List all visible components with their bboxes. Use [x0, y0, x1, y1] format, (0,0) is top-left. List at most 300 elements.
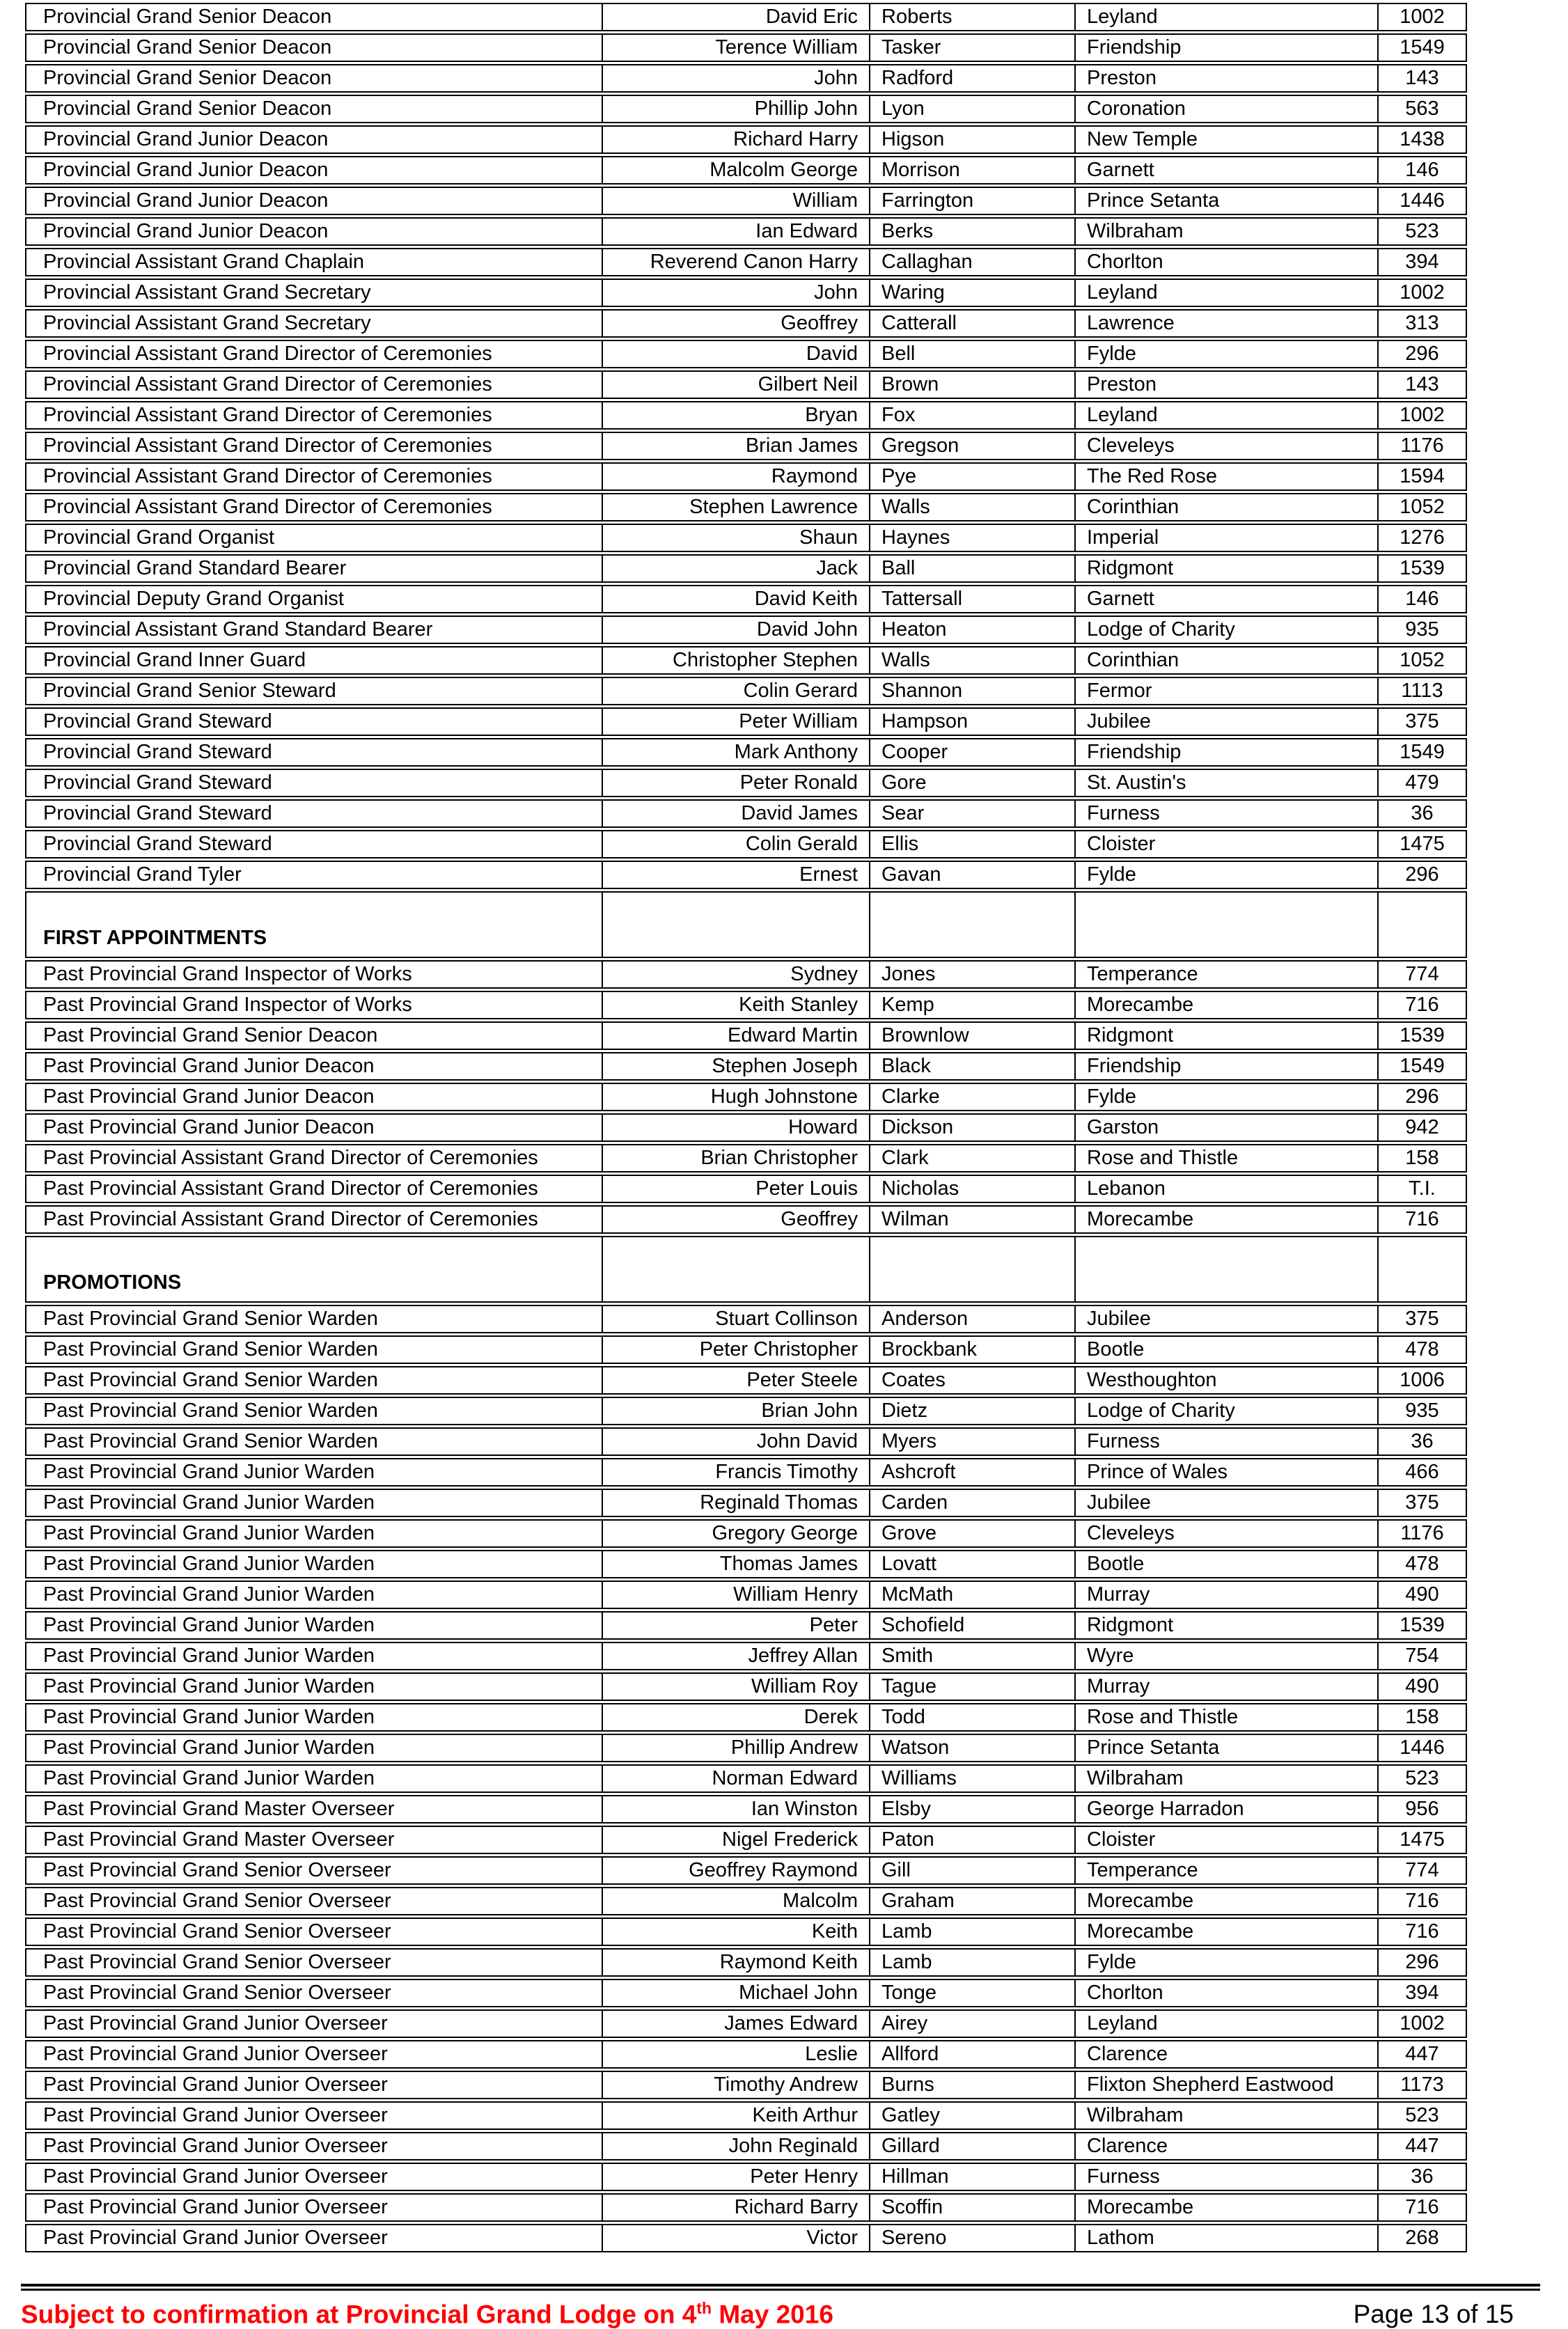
- appointments-table: [25, 1, 1467, 2254]
- office-cell: Past Provincial Grand Junior Overseer: [25, 2009, 603, 2038]
- lodge-cell: Lathom: [1076, 2224, 1379, 2252]
- table-row: [25, 2101, 1467, 2130]
- lodge-number-cell: 1002: [1379, 2009, 1467, 2038]
- surname-cell: Radford: [870, 64, 1076, 93]
- first-names-cell: Sydney: [603, 960, 870, 989]
- table-row: [25, 1458, 1467, 1487]
- lodge-cell: Friendship: [1076, 33, 1379, 62]
- lodge-cell: Furness: [1076, 2163, 1379, 2191]
- surname-cell: Allford: [870, 2040, 1076, 2069]
- lodge-number-cell: 1539: [1379, 1021, 1467, 1050]
- lodge-number-cell: 146: [1379, 156, 1467, 185]
- surname-cell: Tattersall: [870, 585, 1076, 613]
- lodge-cell: Westhoughton: [1076, 1366, 1379, 1395]
- first-names-cell: Shaun: [603, 524, 870, 552]
- lodge-number-cell: 716: [1379, 1918, 1467, 1946]
- office-cell: Past Provincial Grand Junior Warden: [25, 1519, 603, 1548]
- lodge-number-cell: 935: [1379, 615, 1467, 644]
- lodge-cell: Garston: [1076, 1113, 1379, 1142]
- table-row: [25, 1083, 1467, 1111]
- lodge-cell: Coronation: [1076, 95, 1379, 123]
- surname-cell: Walls: [870, 493, 1076, 522]
- surname-cell: Fox: [870, 401, 1076, 430]
- lodge-cell: Morecambe: [1076, 1918, 1379, 1946]
- surname-cell: Watson: [870, 1734, 1076, 1762]
- lodge-number-cell: 146: [1379, 585, 1467, 613]
- table-row: [25, 1519, 1467, 1548]
- office-cell: Past Provincial Grand Senior Overseer: [25, 1887, 603, 1915]
- surname-cell: Scoffin: [870, 2193, 1076, 2222]
- surname-cell: Heaton: [870, 615, 1076, 644]
- surname-cell: Gavan: [870, 861, 1076, 889]
- table-row: [25, 217, 1467, 246]
- lodge-number-cell: 1549: [1379, 738, 1467, 767]
- lodge-number-cell: 1052: [1379, 493, 1467, 522]
- first-names-cell: Peter Ronald: [603, 769, 870, 797]
- office-cell: Provincial Grand Inner Guard: [25, 646, 603, 675]
- lodge-number-cell: 523: [1379, 1764, 1467, 1793]
- first-names-cell: Francis Timothy: [603, 1458, 870, 1487]
- table-row: [25, 646, 1467, 675]
- office-cell: Provincial Grand Junior Deacon: [25, 156, 603, 185]
- office-cell: Past Provincial Grand Junior Overseer: [25, 2163, 603, 2191]
- lodge-number-cell: 447: [1379, 2040, 1467, 2069]
- lodge-number-cell: 1539: [1379, 1611, 1467, 1640]
- surname-cell: Schofield: [870, 1611, 1076, 1640]
- surname-cell: Haynes: [870, 524, 1076, 552]
- office-cell: Past Provincial Grand Junior Overseer: [25, 2071, 603, 2099]
- lodge-cell: Fermor: [1076, 677, 1379, 705]
- lodge-cell: Ridgmont: [1076, 554, 1379, 583]
- lodge-cell: Temperance: [1076, 1856, 1379, 1885]
- surname-cell: Gill: [870, 1856, 1076, 1885]
- lodge-cell: Jubilee: [1076, 707, 1379, 736]
- office-cell: Past Provincial Grand Junior Warden: [25, 1581, 603, 1609]
- surname-cell: Farrington: [870, 187, 1076, 215]
- surname-cell: Coates: [870, 1366, 1076, 1395]
- lodge-number-cell: 375: [1379, 1305, 1467, 1333]
- section-header-row: [25, 1236, 1467, 1303]
- lodge-cell: Prince Setanta: [1076, 187, 1379, 215]
- surname-cell: Waring: [870, 279, 1076, 307]
- lodge-cell: Cloister: [1076, 1826, 1379, 1854]
- lodge-number-cell: 1113: [1379, 677, 1467, 705]
- lodge-cell: Ridgmont: [1076, 1611, 1379, 1640]
- office-cell: Provincial Assistant Grand Director of Ceremonies: [25, 462, 603, 491]
- surname-cell: Tague: [870, 1672, 1076, 1701]
- lodge-number-cell: 1549: [1379, 33, 1467, 62]
- office-cell: Provincial Assistant Grand Director of Ceremonies: [25, 370, 603, 399]
- lodge-number-cell: 296: [1379, 1948, 1467, 1977]
- first-names-cell: Geoffrey: [603, 309, 870, 338]
- lodge-number-cell: T.I.: [1379, 1175, 1467, 1203]
- surname-cell: Berks: [870, 217, 1076, 246]
- lodge-cell: Lodge of Charity: [1076, 615, 1379, 644]
- office-cell: Past Provincial Grand Senior Warden: [25, 1427, 603, 1456]
- lodge-number-cell: 478: [1379, 1335, 1467, 1364]
- lodge-number-cell: 296: [1379, 340, 1467, 368]
- office-cell: Provincial Assistant Grand Director of Ceremonies: [25, 493, 603, 522]
- office-cell: Past Provincial Grand Junior Warden: [25, 1703, 603, 1732]
- lodge-cell: Clarence: [1076, 2040, 1379, 2069]
- lodge-cell: Cleveleys: [1076, 432, 1379, 460]
- surname-cell: Clark: [870, 1144, 1076, 1173]
- table-row: [25, 1489, 1467, 1517]
- lodge-number-cell: 394: [1379, 1979, 1467, 2007]
- first-names-cell: David James: [603, 799, 870, 828]
- table-row: [25, 2193, 1467, 2222]
- lodge-cell: Preston: [1076, 370, 1379, 399]
- lodge-number-cell: 478: [1379, 1550, 1467, 1578]
- surname-cell: Gregson: [870, 432, 1076, 460]
- surname-cell: Lamb: [870, 1918, 1076, 1946]
- table-row: [25, 1581, 1467, 1609]
- surname-cell: Jones: [870, 960, 1076, 989]
- lodge-number-cell: 1549: [1379, 1052, 1467, 1081]
- first-names-cell: Peter Henry: [603, 2163, 870, 2191]
- office-cell: Past Provincial Grand Senior Warden: [25, 1305, 603, 1333]
- lodge-cell: New Temple: [1076, 125, 1379, 154]
- office-cell: Provincial Grand Junior Deacon: [25, 125, 603, 154]
- lodge-number-cell: 774: [1379, 1856, 1467, 1885]
- surname-cell: Brownlow: [870, 1021, 1076, 1050]
- empty-cell: [1379, 1236, 1467, 1303]
- surname-cell: Graham: [870, 1887, 1076, 1915]
- lodge-cell: Leyland: [1076, 401, 1379, 430]
- surname-cell: Todd: [870, 1703, 1076, 1732]
- lodge-cell: Murray: [1076, 1581, 1379, 1609]
- lodge-number-cell: 268: [1379, 2224, 1467, 2252]
- first-names-cell: Malcolm: [603, 1887, 870, 1915]
- lodge-cell: Murray: [1076, 1672, 1379, 1701]
- lodge-number-cell: 466: [1379, 1458, 1467, 1487]
- lodge-cell: Furness: [1076, 799, 1379, 828]
- surname-cell: Gillard: [870, 2132, 1076, 2161]
- first-names-cell: Reginald Thomas: [603, 1489, 870, 1517]
- lodge-number-cell: 716: [1379, 1205, 1467, 1234]
- lodge-cell: The Red Rose: [1076, 462, 1379, 491]
- table-row: [25, 1335, 1467, 1364]
- lodge-number-cell: 956: [1379, 1795, 1467, 1824]
- lodge-number-cell: 375: [1379, 707, 1467, 736]
- table-row: [25, 1734, 1467, 1762]
- table-row: [25, 1021, 1467, 1050]
- surname-cell: Cooper: [870, 738, 1076, 767]
- empty-cell: [603, 891, 870, 958]
- lodge-cell: Flixton Shepherd Eastwood: [1076, 2071, 1379, 2099]
- table-row: [25, 309, 1467, 338]
- first-names-cell: Victor: [603, 2224, 870, 2252]
- office-cell: Provincial Grand Senior Deacon: [25, 3, 603, 31]
- surname-cell: Sear: [870, 799, 1076, 828]
- first-names-cell: Gilbert Neil: [603, 370, 870, 399]
- first-names-cell: Ian Winston: [603, 1795, 870, 1824]
- first-names-cell: Stephen Joseph: [603, 1052, 870, 1081]
- office-cell: Past Provincial Grand Junior Warden: [25, 1611, 603, 1640]
- first-names-cell: Stephen Lawrence: [603, 493, 870, 522]
- table-row: [25, 340, 1467, 368]
- surname-cell: Lovatt: [870, 1550, 1076, 1578]
- table-row: [25, 991, 1467, 1019]
- table-row: [25, 64, 1467, 93]
- first-names-cell: Timothy Andrew: [603, 2071, 870, 2099]
- first-names-cell: Richard Harry: [603, 125, 870, 154]
- surname-cell: Smith: [870, 1642, 1076, 1670]
- table-row: [25, 615, 1467, 644]
- table-row: [25, 1366, 1467, 1395]
- table-row: [25, 738, 1467, 767]
- table-row: [25, 1795, 1467, 1824]
- first-names-cell: Mark Anthony: [603, 738, 870, 767]
- lodge-number-cell: 1446: [1379, 187, 1467, 215]
- lodge-cell: Prince of Wales: [1076, 1458, 1379, 1487]
- table-row: [25, 1175, 1467, 1203]
- section-header-cell: PROMOTIONS: [25, 1236, 603, 1303]
- first-names-cell: Hugh Johnstone: [603, 1083, 870, 1111]
- lodge-cell: Rose and Thistle: [1076, 1703, 1379, 1732]
- page-indicator: Page 13 of 15: [1353, 2300, 1514, 2329]
- first-names-cell: William Henry: [603, 1581, 870, 1609]
- surname-cell: Catterall: [870, 309, 1076, 338]
- first-names-cell: Keith Arthur: [603, 2101, 870, 2130]
- table-row: [25, 3, 1467, 31]
- office-cell: Provincial Grand Steward: [25, 738, 603, 767]
- first-names-cell: Edward Martin: [603, 1021, 870, 1050]
- surname-cell: Gore: [870, 769, 1076, 797]
- first-names-cell: Reverend Canon Harry: [603, 248, 870, 276]
- table-row: [25, 1826, 1467, 1854]
- surname-cell: Nicholas: [870, 1175, 1076, 1203]
- lodge-number-cell: 523: [1379, 2101, 1467, 2130]
- lodge-number-cell: 447: [1379, 2132, 1467, 2161]
- lodge-cell: Preston: [1076, 64, 1379, 93]
- table-row: [25, 1764, 1467, 1793]
- surname-cell: Dickson: [870, 1113, 1076, 1142]
- office-cell: Past Provincial Grand Junior Deacon: [25, 1052, 603, 1081]
- first-names-cell: Phillip Andrew: [603, 1734, 870, 1762]
- first-names-cell: Howard: [603, 1113, 870, 1142]
- lodge-cell: Ridgmont: [1076, 1021, 1379, 1050]
- lodge-cell: Morecambe: [1076, 991, 1379, 1019]
- surname-cell: Clarke: [870, 1083, 1076, 1111]
- table-row: [25, 677, 1467, 705]
- table-row: [25, 960, 1467, 989]
- office-cell: Provincial Grand Organist: [25, 524, 603, 552]
- first-names-cell: David Keith: [603, 585, 870, 613]
- lodge-number-cell: 36: [1379, 1427, 1467, 1456]
- lodge-number-cell: 143: [1379, 64, 1467, 93]
- lodge-number-cell: 774: [1379, 960, 1467, 989]
- lodge-number-cell: 1002: [1379, 3, 1467, 31]
- table-row: [25, 524, 1467, 552]
- section-header-row: [25, 891, 1467, 958]
- first-names-cell: Richard Barry: [603, 2193, 870, 2222]
- table-row: [25, 462, 1467, 491]
- first-names-cell: Bryan: [603, 401, 870, 430]
- first-names-cell: Colin Gerald: [603, 830, 870, 858]
- surname-cell: Shannon: [870, 677, 1076, 705]
- table-row: [25, 2224, 1467, 2252]
- lodge-cell: Prince Setanta: [1076, 1734, 1379, 1762]
- table-row: [25, 1703, 1467, 1732]
- lodge-number-cell: 1006: [1379, 1366, 1467, 1395]
- office-cell: Past Provincial Grand Inspector of Works: [25, 960, 603, 989]
- table-row: [25, 1611, 1467, 1640]
- surname-cell: Ashcroft: [870, 1458, 1076, 1487]
- table-row: [25, 1672, 1467, 1701]
- table-row: [25, 554, 1467, 583]
- office-cell: Provincial Grand Senior Deacon: [25, 64, 603, 93]
- lodge-cell: Wilbraham: [1076, 217, 1379, 246]
- first-names-cell: Geoffrey Raymond: [603, 1856, 870, 1885]
- appointments-table-body: [25, 3, 1467, 2252]
- table-row: [25, 830, 1467, 858]
- office-cell: Past Provincial Grand Junior Warden: [25, 1550, 603, 1578]
- lodge-number-cell: 1475: [1379, 830, 1467, 858]
- section-header-cell: FIRST APPOINTMENTS: [25, 891, 603, 958]
- office-cell: Past Provincial Grand Senior Warden: [25, 1335, 603, 1364]
- first-names-cell: Peter Louis: [603, 1175, 870, 1203]
- lodge-cell: George Harradon: [1076, 1795, 1379, 1824]
- surname-cell: Gatley: [870, 2101, 1076, 2130]
- first-names-cell: Ernest: [603, 861, 870, 889]
- office-cell: Past Provincial Grand Master Overseer: [25, 1826, 603, 1854]
- first-names-cell: Brian James: [603, 432, 870, 460]
- surname-cell: Anderson: [870, 1305, 1076, 1333]
- first-names-cell: David: [603, 340, 870, 368]
- lodge-cell: Lawrence: [1076, 309, 1379, 338]
- surname-cell: Carden: [870, 1489, 1076, 1517]
- lodge-number-cell: 143: [1379, 370, 1467, 399]
- office-cell: Past Provincial Grand Master Overseer: [25, 1795, 603, 1824]
- surname-cell: Paton: [870, 1826, 1076, 1854]
- surname-cell: Ball: [870, 554, 1076, 583]
- table-row: [25, 248, 1467, 276]
- lodge-number-cell: 1052: [1379, 646, 1467, 675]
- surname-cell: Higson: [870, 125, 1076, 154]
- office-cell: Provincial Grand Junior Deacon: [25, 187, 603, 215]
- table-row: [25, 1918, 1467, 1946]
- table-row: [25, 370, 1467, 399]
- lodge-cell: Fylde: [1076, 1948, 1379, 1977]
- lodge-cell: Chorlton: [1076, 248, 1379, 276]
- lodge-number-cell: 1594: [1379, 462, 1467, 491]
- lodge-cell: Morecambe: [1076, 1887, 1379, 1915]
- surname-cell: Morrison: [870, 156, 1076, 185]
- office-cell: Past Provincial Grand Junior Warden: [25, 1764, 603, 1793]
- office-cell: Provincial Assistant Grand Secretary: [25, 279, 603, 307]
- surname-cell: Tasker: [870, 33, 1076, 62]
- office-cell: Past Provincial Grand Senior Warden: [25, 1366, 603, 1395]
- table-row: [25, 2040, 1467, 2069]
- table-row: [25, 585, 1467, 613]
- office-cell: Past Provincial Assistant Grand Director of Ceremonies: [25, 1175, 603, 1203]
- first-names-cell: William: [603, 187, 870, 215]
- office-cell: Past Provincial Grand Senior Overseer: [25, 1856, 603, 1885]
- surname-cell: Bell: [870, 340, 1076, 368]
- first-names-cell: Brian John: [603, 1397, 870, 1425]
- lodge-cell: Bootle: [1076, 1550, 1379, 1578]
- ordinal-suffix: th: [696, 2299, 712, 2317]
- first-names-cell: James Edward: [603, 2009, 870, 2038]
- surname-cell: Sereno: [870, 2224, 1076, 2252]
- office-cell: Provincial Grand Senior Steward: [25, 677, 603, 705]
- lodge-number-cell: 479: [1379, 769, 1467, 797]
- surname-cell: Burns: [870, 2071, 1076, 2099]
- table-row: [25, 1979, 1467, 2007]
- table-row: [25, 493, 1467, 522]
- office-cell: Past Provincial Grand Senior Overseer: [25, 1918, 603, 1946]
- first-names-cell: Terence William: [603, 33, 870, 62]
- office-cell: Past Provincial Grand Junior Warden: [25, 1458, 603, 1487]
- office-cell: Provincial Deputy Grand Organist: [25, 585, 603, 613]
- table-row: [25, 1948, 1467, 1977]
- lodge-cell: Garnett: [1076, 156, 1379, 185]
- lodge-cell: Bootle: [1076, 1335, 1379, 1364]
- lodge-cell: Fylde: [1076, 340, 1379, 368]
- lodge-number-cell: 563: [1379, 95, 1467, 123]
- lodge-number-cell: 754: [1379, 1642, 1467, 1670]
- empty-cell: [1379, 891, 1467, 958]
- office-cell: Past Provincial Grand Junior Warden: [25, 1489, 603, 1517]
- first-names-cell: Keith Stanley: [603, 991, 870, 1019]
- first-names-cell: Peter: [603, 1611, 870, 1640]
- first-names-cell: William Roy: [603, 1672, 870, 1701]
- table-row: [25, 861, 1467, 889]
- lodge-number-cell: 523: [1379, 217, 1467, 246]
- lodge-number-cell: 1438: [1379, 125, 1467, 154]
- office-cell: Provincial Grand Senior Deacon: [25, 95, 603, 123]
- footer-rule: [21, 2284, 1540, 2291]
- surname-cell: Black: [870, 1052, 1076, 1081]
- office-cell: Provincial Assistant Grand Director of Ceremonies: [25, 340, 603, 368]
- office-cell: Past Provincial Grand Junior Overseer: [25, 2101, 603, 2130]
- lodge-number-cell: 36: [1379, 799, 1467, 828]
- office-cell: Past Provincial Grand Junior Overseer: [25, 2224, 603, 2252]
- first-names-cell: Malcolm George: [603, 156, 870, 185]
- lodge-number-cell: 935: [1379, 1397, 1467, 1425]
- surname-cell: Ellis: [870, 830, 1076, 858]
- first-names-cell: Raymond: [603, 462, 870, 491]
- lodge-cell: Lodge of Charity: [1076, 1397, 1379, 1425]
- table-row: [25, 401, 1467, 430]
- first-names-cell: John: [603, 64, 870, 93]
- table-row: [25, 1205, 1467, 1234]
- surname-cell: Roberts: [870, 3, 1076, 31]
- first-names-cell: Stuart Collinson: [603, 1305, 870, 1333]
- first-names-cell: Keith: [603, 1918, 870, 1946]
- first-names-cell: Derek: [603, 1703, 870, 1732]
- table-row: [25, 2009, 1467, 2038]
- table-row: [25, 1144, 1467, 1173]
- empty-cell: [1076, 891, 1379, 958]
- lodge-number-cell: 375: [1379, 1489, 1467, 1517]
- table-row: [25, 1305, 1467, 1333]
- table-row: [25, 33, 1467, 62]
- table-row: [25, 1113, 1467, 1142]
- office-cell: Past Provincial Grand Junior Overseer: [25, 2193, 603, 2222]
- lodge-cell: Morecambe: [1076, 2193, 1379, 2222]
- surname-cell: Kemp: [870, 991, 1076, 1019]
- first-names-cell: Peter Steele: [603, 1366, 870, 1395]
- first-names-cell: John David: [603, 1427, 870, 1456]
- first-names-cell: David Eric: [603, 3, 870, 31]
- table-row: [25, 2071, 1467, 2099]
- lodge-number-cell: 716: [1379, 991, 1467, 1019]
- lodge-cell: Friendship: [1076, 1052, 1379, 1081]
- lodge-number-cell: 158: [1379, 1703, 1467, 1732]
- confirmation-note: [21, 2299, 833, 2329]
